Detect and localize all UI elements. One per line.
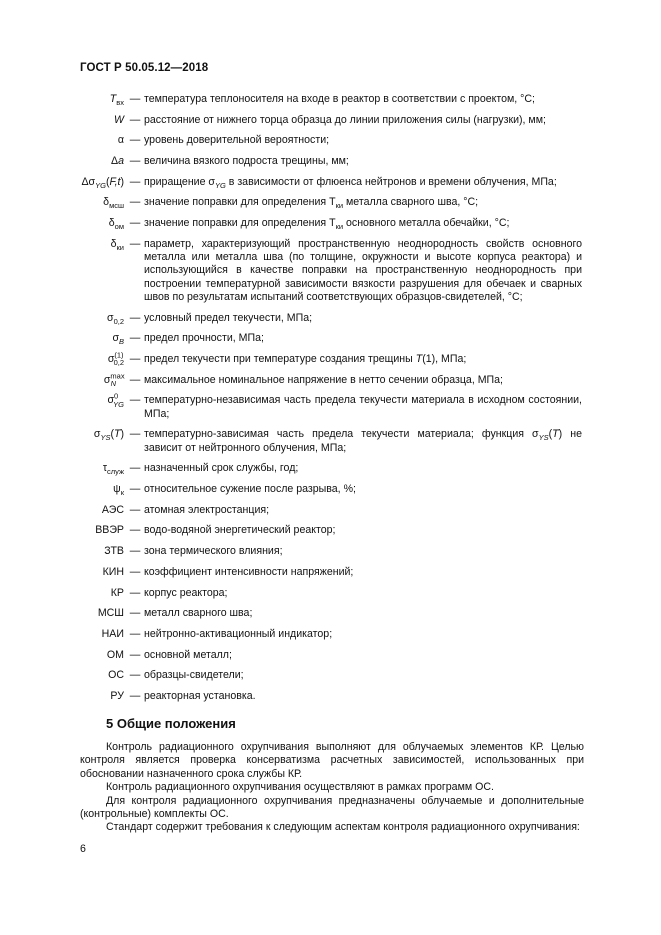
definition-symbol: $T_{вх}$ — [109, 93, 124, 108]
paragraph: Стандарт содержит требования к следующим аспектам контроля радиационного охрупчивания: — [106, 821, 580, 834]
paragraph: Контроль радиационного охрупчивания выполняют для облучаемых элементов КР. Целью контроля является проверка консерватизма расчетных зависимостей, использованных при обосновании назначенного срока службы КР. — [80, 741, 584, 780]
definition-text: величина вязкого подроста трещины, мм; — [144, 155, 349, 168]
definition-row — [0, 669, 661, 682]
definition-row — [0, 238, 661, 304]
definition-symbol: $\sigma^0_{YG}$ — [107, 391, 124, 409]
definition-text: максимальное номинальное напряжение в нетто сечении образца, МПа; — [144, 373, 503, 386]
definition-row — [0, 462, 661, 475]
definition-symbol: $\Delta\sigma_{YG}(F,t)$ — [81, 175, 124, 190]
page-number: 6 — [80, 843, 86, 855]
definition-row — [0, 312, 661, 325]
definition-symbol: ВВЭР — [95, 524, 124, 537]
paragraph: Для контроля радиационного охрупчивания предназначены облучаемые и дополнительные (контрольные) комплекты ОС. — [80, 794, 584, 821]
definition-row — [0, 587, 661, 600]
definition-symbol: АЭС — [101, 503, 124, 516]
definition-dash: — — [129, 689, 141, 702]
definition-text: относительное сужение после разрыва, %; — [144, 483, 356, 496]
definition-row — [0, 93, 661, 106]
definition-dash: — — [129, 353, 141, 366]
paragraph: Контроль радиационного охрупчивания осуществляют в рамках программ ОС. — [106, 781, 494, 794]
definition-dash: — — [129, 565, 141, 578]
definition-text: основной металл; — [144, 648, 232, 661]
definition-row — [0, 196, 661, 209]
definition-dash: — — [129, 483, 141, 496]
definition-row — [0, 690, 661, 703]
definition-text: водо-водяной энергетический реактор; — [144, 524, 336, 537]
definition-symbol: ОС — [108, 669, 124, 682]
definition-text: значение поправки для определения $T_{ки}$ металла сварного шва, °С; — [144, 196, 479, 211]
definition-dash: — — [129, 332, 141, 345]
definition-symbol: $\sigma_B$ — [112, 332, 124, 347]
definition-symbol: $\delta_{ом}$ — [108, 217, 124, 232]
definition-text: температура теплоносителя на входе в реактор в соответствии с проектом, °С; — [144, 93, 535, 105]
definition-row — [0, 545, 661, 558]
definition-dash: — — [129, 428, 141, 441]
definition-dash: — — [129, 586, 141, 599]
definition-text: образцы-свидетели; — [144, 669, 244, 682]
definition-symbol: $\sigma^{max}_N$ — [103, 371, 125, 388]
definition-text: значение поправки для определения $T_{ки}$ основного металла обечайки, °С; — [144, 217, 510, 232]
definition-symbol: $\tau_{служ}$ — [102, 462, 124, 477]
definition-row — [0, 524, 661, 537]
definition-symbol: КИН — [102, 565, 124, 578]
definition-dash: — — [129, 311, 141, 324]
definition-text: температурно-зависимая часть предела текучести материала; функция $\sigma_{YS}(T)$ не зависит от нейтронного облучения, МПа; — [144, 428, 583, 454]
definition-row — [0, 628, 661, 641]
definition-symbol: КР — [110, 586, 124, 599]
definition-text: уровень доверительной вероятности; — [144, 134, 330, 147]
definition-dash: — — [129, 648, 141, 661]
definition-row — [0, 391, 661, 421]
definition-row — [0, 649, 661, 662]
definition-text: нейтронно-активационный индикатор; — [144, 627, 333, 640]
definition-row — [0, 428, 661, 455]
definition-text: назначенный срок службы, год; — [144, 462, 299, 475]
definition-text: параметр, характеризующий пространственную неоднородность свойств основного металла или металла шва (по толщине, окружности и высоте корпуса реактора) и использующийся в качестве поправки на пространственную неоднородность при построении температурной зависимости вязкости разрушения для обечаек и сварных швов по результатам испытаний соответствующих образцов-свидетелей, °С; — [144, 237, 582, 303]
definition-text: коэффициент интенсивности напряжений; — [144, 565, 354, 578]
definition-text: приращение $\sigma_{YG}$ в зависимости от флюенса нейтронов и времени облучения, МПа; — [144, 175, 557, 190]
definition-text: реакторная установка. — [144, 689, 256, 702]
definition-symbol: Δa — [111, 155, 124, 168]
definition-symbol: $\psi_к$ — [113, 483, 124, 498]
definition-symbol: НАИ — [101, 627, 124, 640]
definition-dash: — — [129, 607, 141, 620]
definition-dash: — — [129, 113, 141, 126]
definition-row — [0, 371, 661, 388]
definition-symbol: $\delta_{мсш}$ — [103, 196, 124, 211]
definition-symbol: α — [117, 134, 124, 147]
definition-text: температурно-независимая часть предела текучести материала в исходном состоянии, МПа; — [144, 394, 582, 420]
definition-symbol: $\sigma^{(1)}_{0,2}$ — [107, 350, 124, 368]
definitions-list — [0, 93, 661, 711]
definition-row — [0, 566, 661, 579]
definition-dash: — — [129, 155, 141, 168]
definition-row — [0, 332, 661, 345]
definition-dash: — — [129, 627, 141, 640]
definition-row — [0, 607, 661, 620]
definition-row — [0, 134, 661, 147]
definition-dash: — — [129, 394, 141, 407]
definition-text: корпус реактора; — [144, 586, 228, 599]
definition-dash: — — [129, 217, 141, 230]
definition-symbol: МСШ — [97, 607, 124, 620]
definition-dash: — — [129, 93, 141, 105]
definition-row — [0, 504, 661, 517]
definition-symbol: W — [114, 113, 124, 126]
definition-row — [0, 483, 661, 496]
definition-row — [0, 176, 661, 189]
definition-text: зона термического влияния; — [144, 545, 283, 558]
definition-text: атомная электростанция; — [144, 503, 270, 516]
definition-symbol: $\sigma_{YS}(T)$ — [93, 428, 124, 443]
section-body — [80, 741, 584, 835]
definition-row — [0, 155, 661, 168]
definition-dash: — — [129, 669, 141, 682]
definition-dash: — — [129, 134, 141, 147]
definition-dash: — — [129, 196, 141, 209]
definition-symbol: $\sigma_{0,2}$ — [107, 311, 124, 326]
definition-text: металл сварного шва; — [144, 607, 253, 620]
definition-symbol: $\delta_{ки}$ — [110, 237, 124, 252]
definition-row — [0, 217, 661, 230]
definition-dash: — — [129, 175, 141, 188]
definition-dash: — — [129, 545, 141, 558]
definition-symbol: ОМ — [106, 648, 124, 661]
definition-dash: — — [129, 503, 141, 516]
definition-dash: — — [129, 462, 141, 475]
definition-dash: — — [129, 373, 141, 386]
document-header: ГОСТ Р 50.05.12—2018 — [80, 62, 209, 74]
definition-text: расстояние от нижнего торца образца до линии приложения силы (нагрузки), мм; — [144, 113, 546, 126]
definition-symbol: ЗТВ — [104, 545, 124, 558]
definition-symbol: РУ — [110, 689, 124, 702]
section-title: 5 Общие положения — [106, 716, 236, 731]
definition-row — [0, 114, 661, 127]
definition-dash: — — [129, 524, 141, 537]
definition-dash: — — [129, 237, 141, 250]
definition-text: предел прочности, МПа; — [144, 332, 264, 345]
definition-text: предел текучести при температуре создания трещины T(1), МПа; — [144, 353, 467, 366]
definition-row — [0, 350, 661, 368]
definition-text: условный предел текучести, МПа; — [144, 311, 313, 324]
